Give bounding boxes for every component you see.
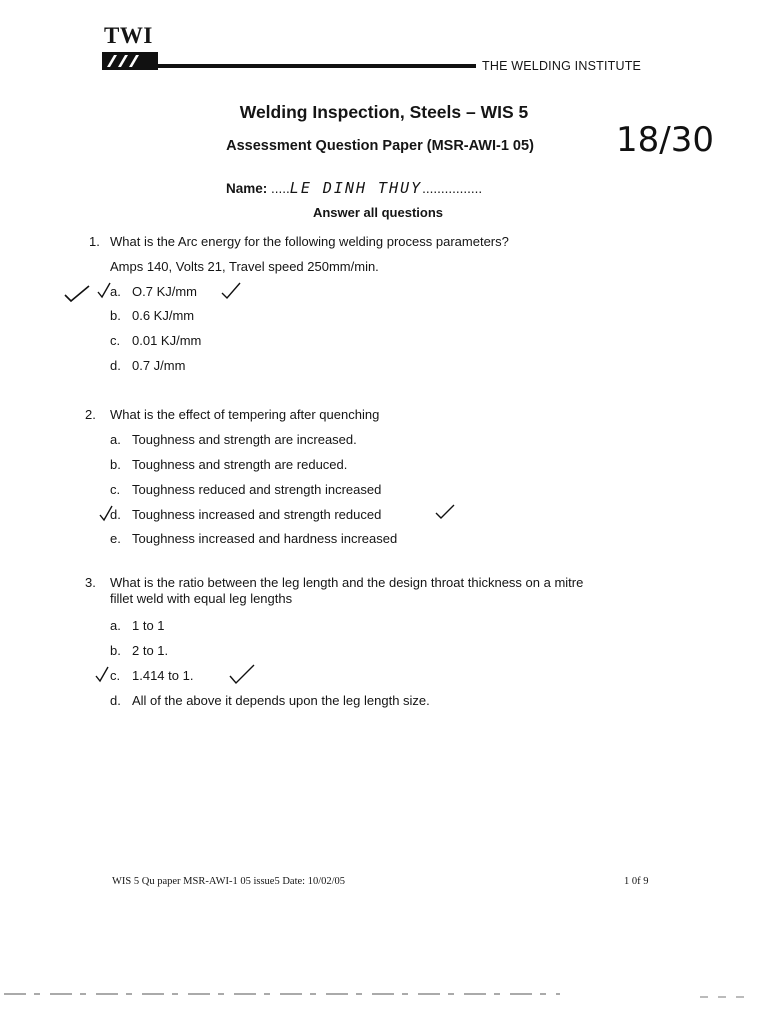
footer-reference: WIS 5 Qu paper MSR-AWI-1 05 issue5 Date: 10/02/05 [112,876,346,887]
question-2-option-d: d. Toughness increased and strength reduced [110,507,382,522]
check-mark-icon [96,282,112,300]
question-3-option-a: a. 1 to 1 [110,618,165,633]
question-1-option-b: b. 0.6 KJ/mm [110,308,195,323]
question-3-option-d: d. All of the above it depends upon the leg length size. [110,693,430,708]
question-1-text-line2: Amps 140, Volts 21, Travel speed 250mm/min. [110,259,379,274]
organization-name: THE WELDING INSTITUTE [482,59,642,73]
question-1-number: 1. [89,234,100,249]
question-2-option-a: a. Toughness and strength are increased. [110,432,357,447]
check-mark-icon [62,284,92,304]
scan-edge-artifact [0,988,768,1000]
twi-logo-mark [102,50,160,72]
name-leader-before: ..... [271,181,290,196]
question-1-option-c: c. 0.01 KJ/mm [110,333,202,348]
name-label: Name: [226,181,268,196]
question-3-number: 3. [85,575,96,590]
question-3-text-line2: fillet weld with equal leg lengths [110,591,293,606]
page-title: Welding Inspection, Steels – WIS 5 [239,102,529,122]
name-field [226,179,482,197]
question-2-option-e: e. Toughness increased and hardness increased [110,531,398,546]
check-mark-icon [434,504,456,520]
question-1-text: What is the Arc energy for the following welding process parameters? [110,234,509,249]
page-number: 1 0f 9 [624,876,649,887]
name-value: LE DINH THUY [289,179,423,197]
name-leader-after: ................ [422,181,483,196]
question-3-text: What is the ratio between the leg length and the design throat thickness on a mitre [110,575,584,590]
question-2-text: What is the effect of tempering after quenching [110,407,380,422]
twi-logo-text: TWI [104,23,153,48]
check-mark-icon [98,505,114,523]
question-2-option-b: b. Toughness and strength are reduced. [110,457,348,472]
check-mark-icon [220,282,242,300]
instruction: Answer all questions [312,205,444,220]
check-mark-icon [94,666,110,684]
question-3-option-c: c. 1.414 to 1. [110,668,194,683]
handwritten-score: 18/30 [616,120,714,160]
question-3-option-b: b. 2 to 1. [110,643,169,658]
check-mark-icon [228,664,256,686]
question-1-option-d: d. 0.7 J/mm [110,358,186,373]
question-2-number: 2. [85,407,96,422]
question-2-option-c: c. Toughness reduced and strength increased [110,482,382,497]
header-rule [158,64,476,68]
question-1-option-a: a. O.7 KJ/mm [110,284,198,299]
page-subtitle: Assessment Question Paper (MSR-AWI-1 05) [226,138,534,154]
